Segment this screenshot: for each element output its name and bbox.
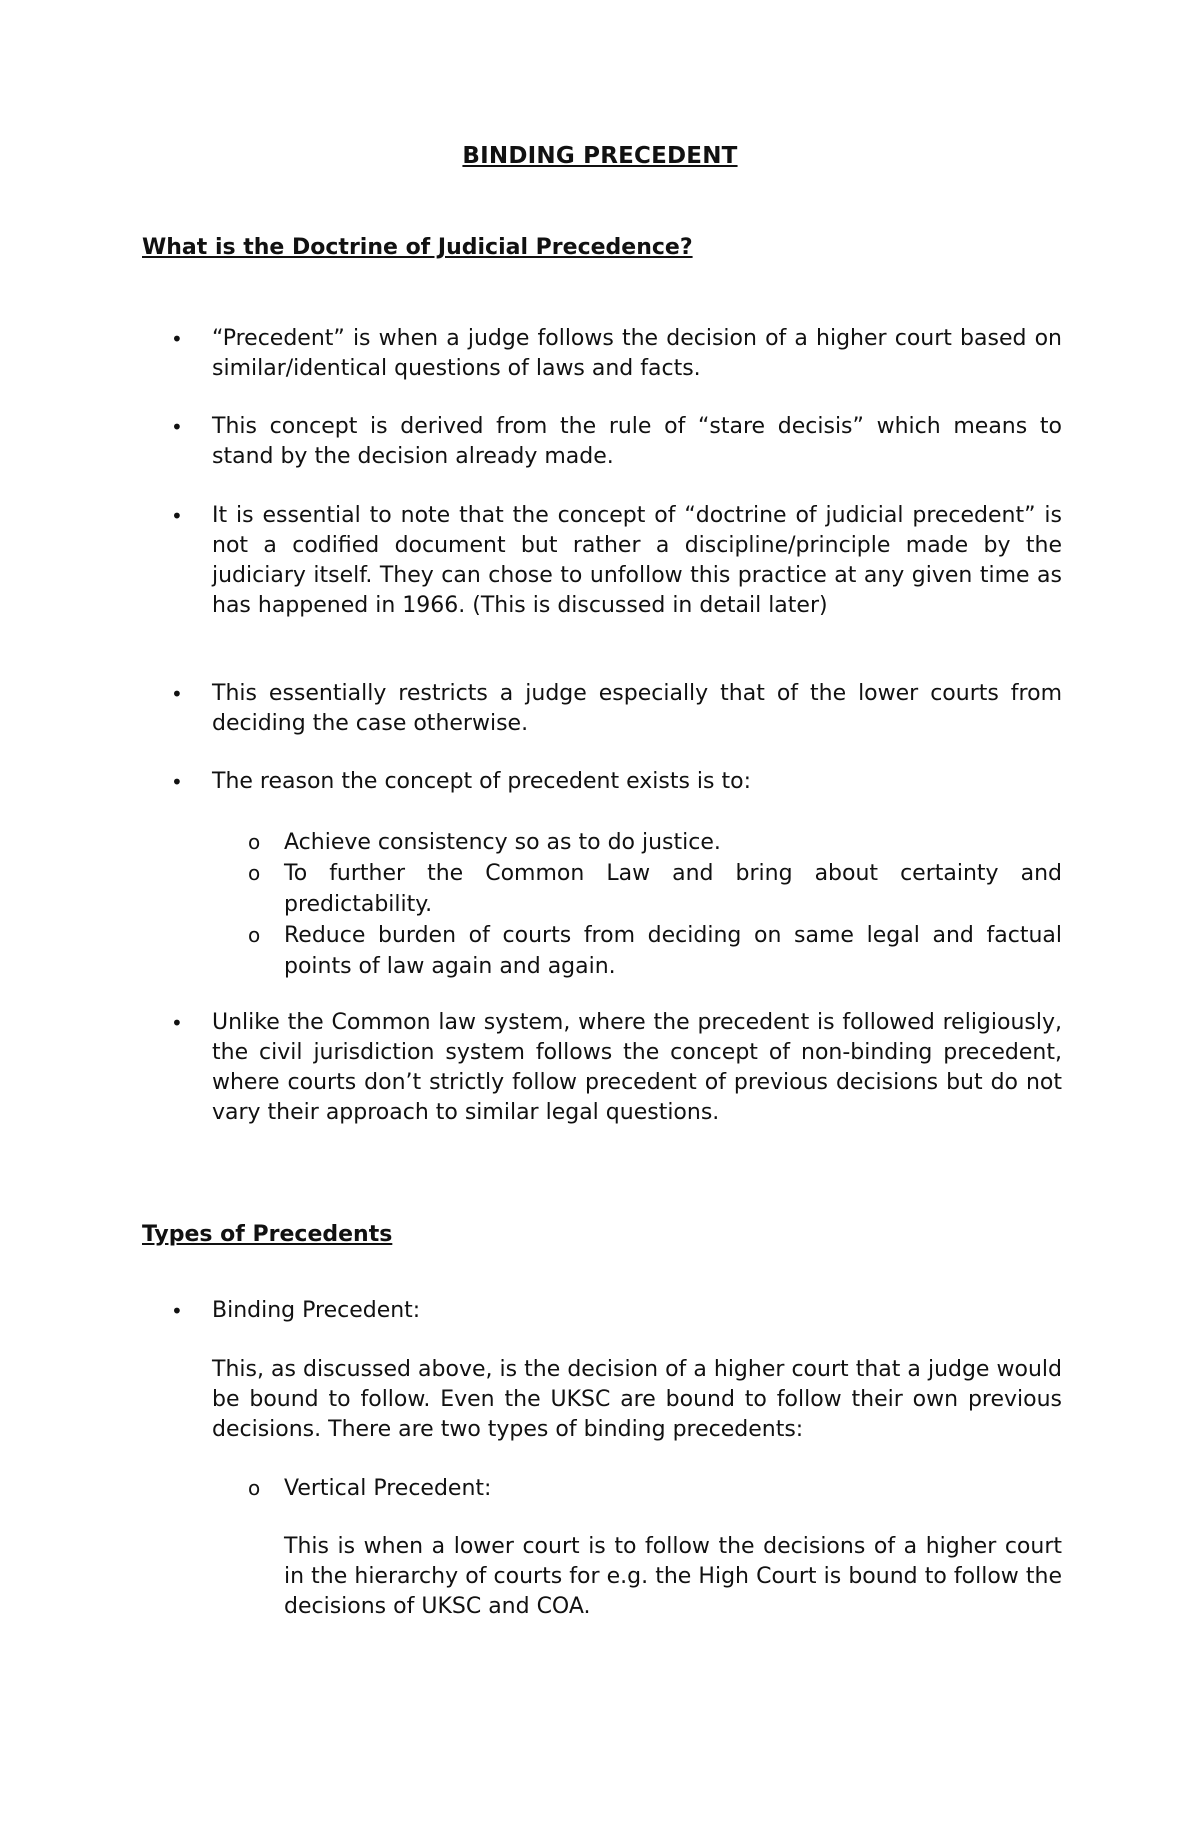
bullet-text: The reason the concept of precedent exists is to: <box>212 769 751 794</box>
reason-text: Achieve consistency so as to do justice. <box>284 830 721 855</box>
doctrine-bullet-6-wrap <box>142 1008 1062 1128</box>
sub-bullet-marker: o <box>248 923 261 947</box>
sub-bullet-marker: o <box>248 1476 261 1500</box>
vertical-precedent-description <box>284 1532 1062 1622</box>
vertical-precedent-text: This is when a lower court is to follow the decisions of a higher court in the hierarchy of courts for e.g. the High Court is bound to follow the decisions of UKSC and COA. <box>284 1534 1062 1619</box>
binding-precedent-description <box>212 1355 1062 1445</box>
sub-bullet-marker: o <box>248 861 261 885</box>
bullet-marker: • <box>171 1299 183 1323</box>
bullet-marker: • <box>171 1011 183 1035</box>
bullet-item <box>142 412 1062 472</box>
reason-item <box>142 920 1062 982</box>
bullet-marker: • <box>171 327 183 351</box>
sub-bullet-marker: o <box>248 830 261 854</box>
bullet-item <box>142 679 1062 739</box>
bullet-text: This essentially restricts a judge especially that of the lower courts from deciding the case otherwise. <box>212 681 1062 736</box>
reason-text: Reduce burden of courts from deciding on same legal and factual points of law again and again. <box>284 923 1062 979</box>
doctrine-bullet-4-wrap <box>142 679 1062 739</box>
section-heading-types: Types of Precedents <box>142 1222 393 1247</box>
doctrine-bullet-2-wrap <box>142 412 1062 472</box>
reasons-list <box>142 827 1062 982</box>
document-title: BINDING PRECEDENT <box>462 143 738 169</box>
bullet-text: “Precedent” is when a judge follows the decision of a higher court based on similar/identical questions of laws and facts. <box>212 326 1062 381</box>
bullet-item <box>142 1296 1062 1326</box>
bullet-marker: • <box>171 770 183 794</box>
doctrine-bullet-3-wrap <box>142 501 1062 621</box>
doctrine-bullets <box>142 324 1062 384</box>
binding-types-list <box>142 1473 1062 1504</box>
binding-precedent-label: Binding Precedent: <box>212 1298 421 1323</box>
bullet-marker: • <box>171 682 183 706</box>
binding-type-item <box>142 1473 1062 1504</box>
types-bullets <box>142 1296 1062 1326</box>
bullet-text: This concept is derived from the rule of “stare decisis” which means to stand by the decision already made. <box>212 414 1062 469</box>
reason-item <box>142 858 1062 920</box>
bullet-item <box>142 1008 1062 1128</box>
bullet-marker: • <box>171 504 183 528</box>
vertical-precedent-label: Vertical Precedent: <box>284 1476 492 1501</box>
bullet-marker: • <box>171 415 183 439</box>
reason-text: To further the Common Law and bring about certainty and predictability. <box>284 861 1062 917</box>
reason-item <box>142 827 1062 858</box>
bullet-item <box>142 767 1062 797</box>
binding-precedent-text: This, as discussed above, is the decision of a higher court that a judge would be bound to follow. Even the UKSC are bound to follow their own previous decisions. There are two types of binding precedents: <box>212 1357 1062 1442</box>
doctrine-bullet-5-wrap <box>142 767 1062 797</box>
section-heading-doctrine: What is the Doctrine of Judicial Precedence? <box>142 235 693 260</box>
bullet-item <box>142 501 1062 621</box>
bullet-text: It is essential to note that the concept of “doctrine of judicial precedent” is not a codified document but rather a discipline/principle made by the judiciary itself. They can chose to unfollow this practice at any given time as has happened in 1966. (This is discussed in detail later) <box>212 503 1062 618</box>
bullet-item <box>142 324 1062 384</box>
bullet-text: Unlike the Common law system, where the precedent is followed religiously, the civil jurisdiction system follows the concept of non-binding precedent, where courts don’t strictly follow precedent of previous decisions but do not vary their approach to similar legal questions. <box>212 1010 1062 1125</box>
